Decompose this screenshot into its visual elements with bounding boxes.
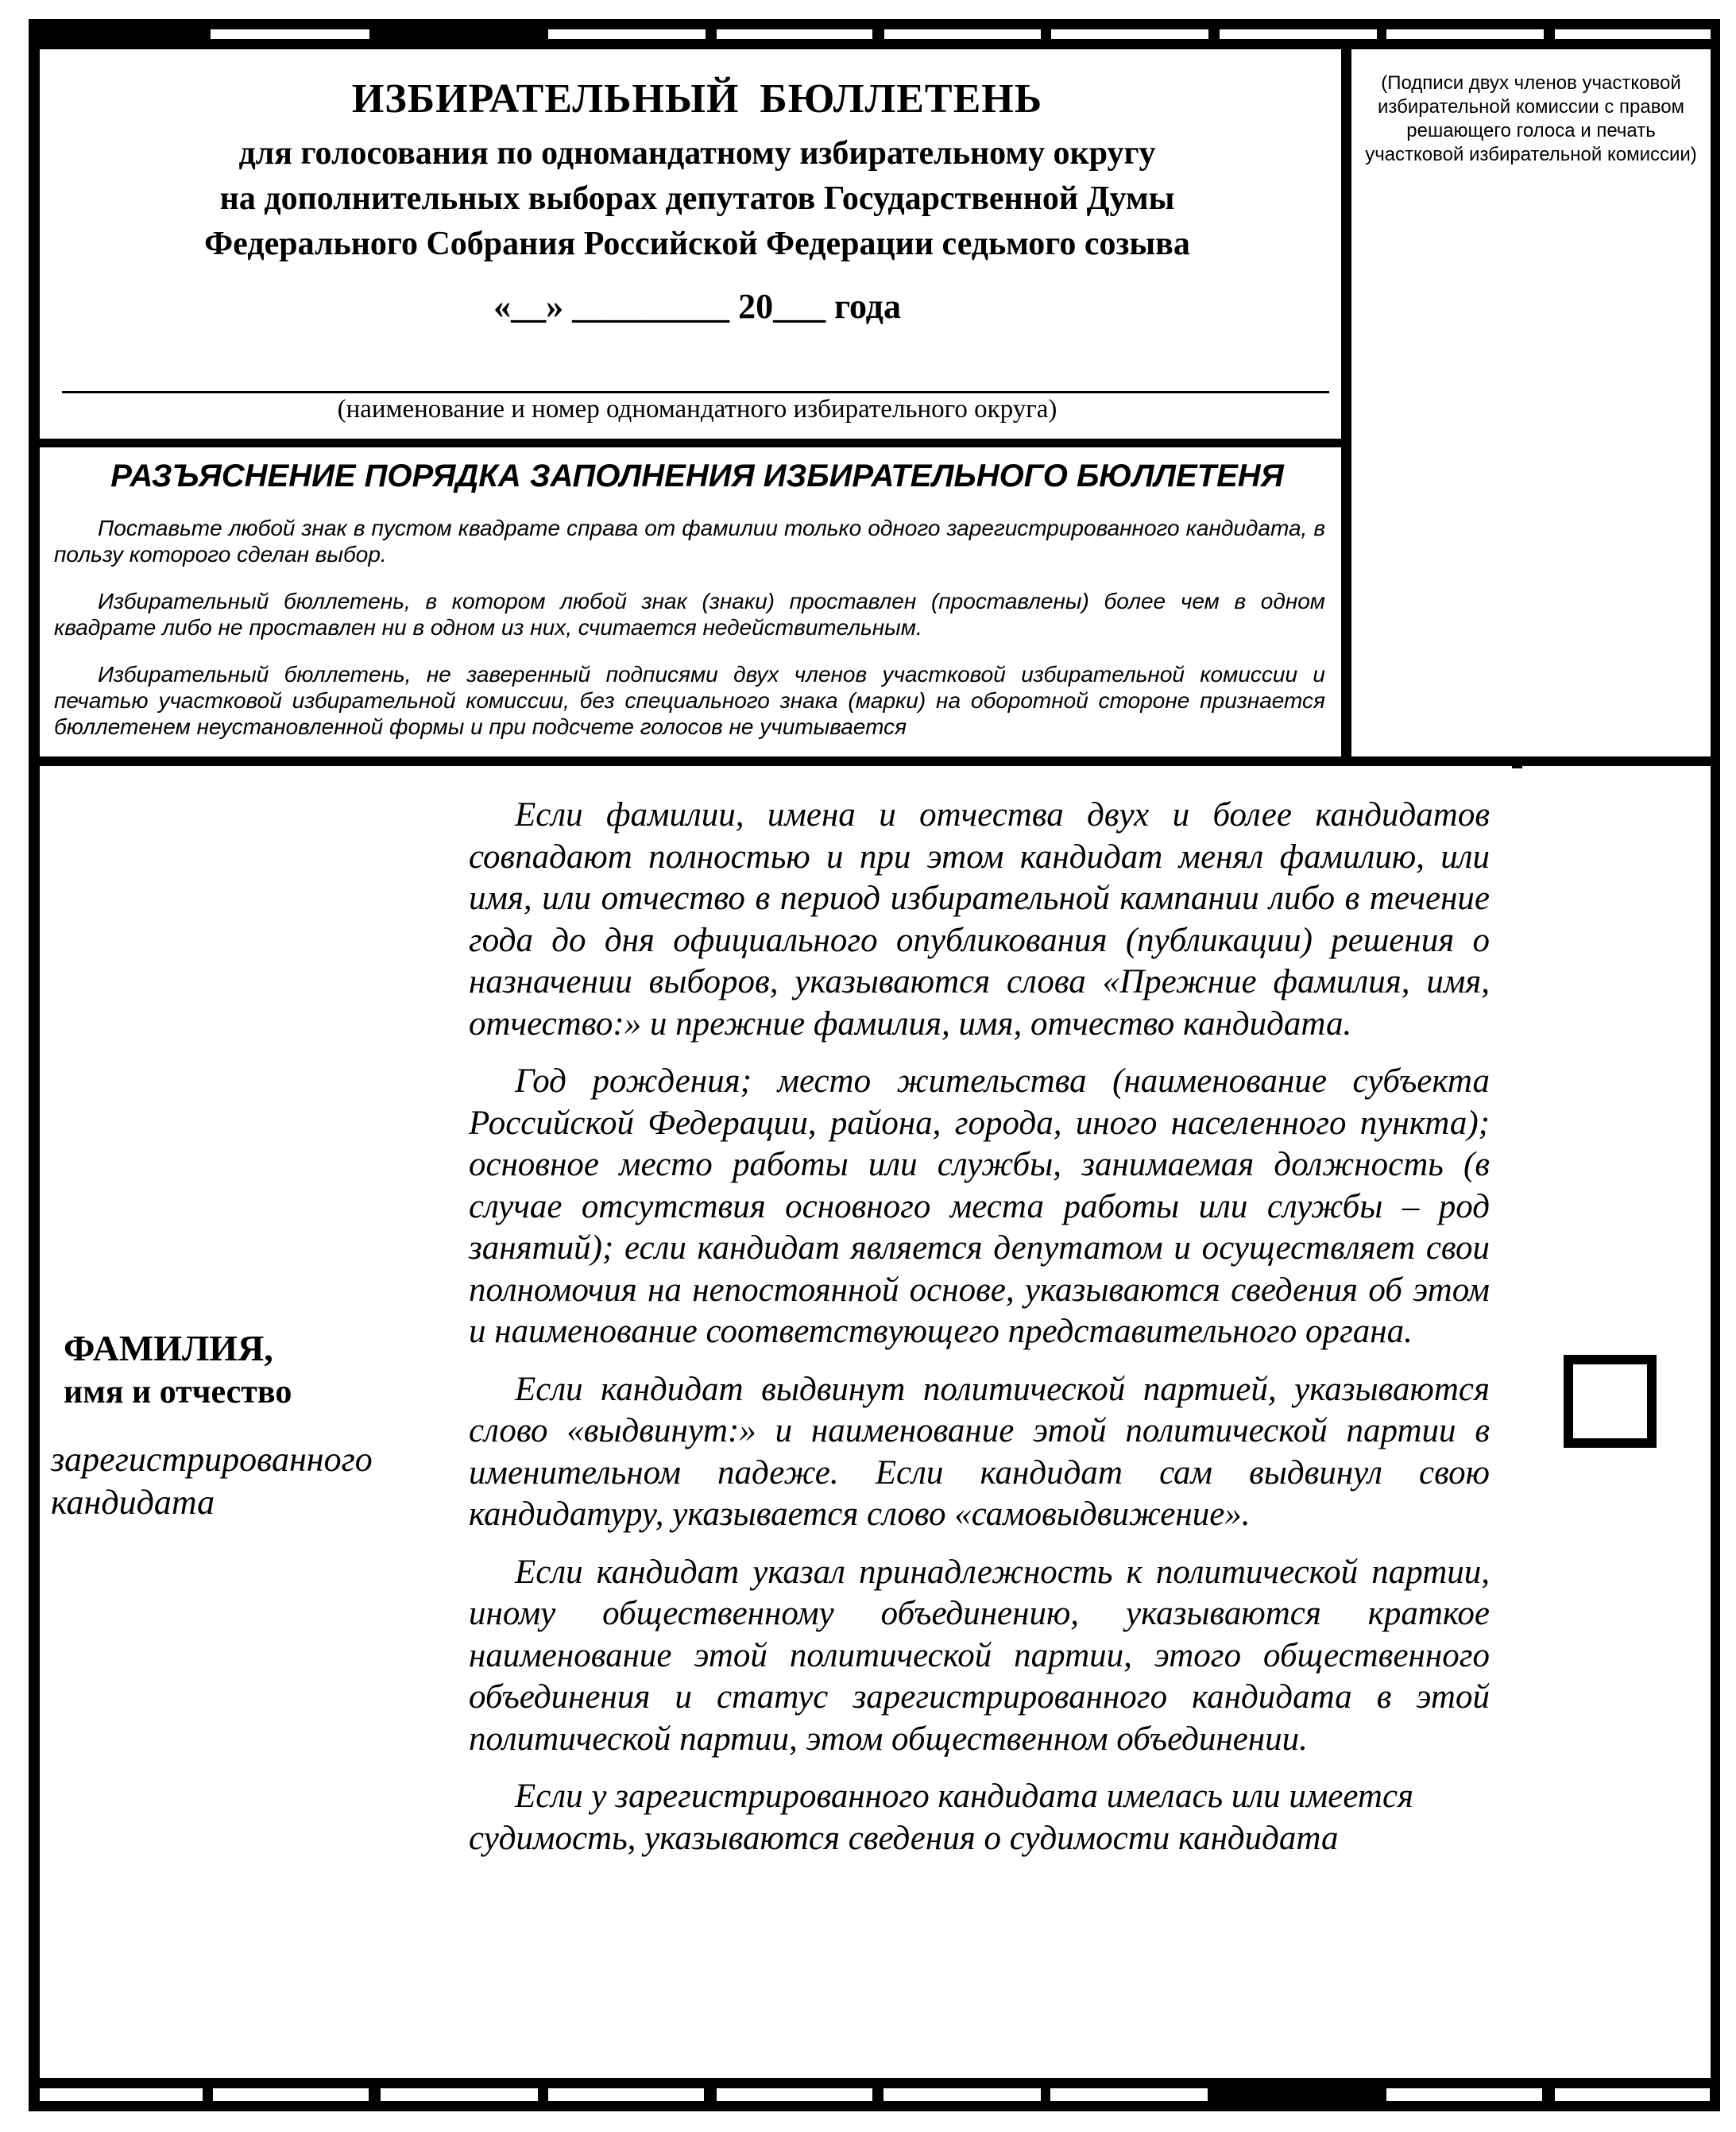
top-border-slot	[548, 29, 706, 39]
left-border	[29, 19, 40, 2111]
bottom-border-slot	[40, 2088, 203, 2101]
bottom-border-slot	[1050, 2088, 1208, 2101]
ballot-title: ИЗБИРАТЕЛЬНЫЙ БЮЛЛЕТЕНЬ	[351, 76, 1043, 122]
candidate-info	[469, 795, 1490, 1875]
registered-candidate-label	[51, 1438, 432, 1524]
explanation-paragraph: Избирательный бюллетень, в котором любой знак (знаки) проставлен (проставлены) более чем в одном квадрате либо не проставлен ни в одном из них, считается недействительным.	[54, 589, 1325, 640]
explanation-paragraph: Избирательный бюллетень, не заверенный подписями двух членов участковой избирательной комиссии и печатью участковой избирательной комиссии, без специального знака (марки) на оборотной стороне признается бюллетенем неустановленной формы и при подсчете голосов не учитывается	[54, 662, 1325, 739]
subtitle-line: для голосования по одномандатному избирательному округу	[238, 135, 1156, 172]
bottom-border-slot	[1555, 2088, 1710, 2101]
bottom-border-slot	[381, 2088, 538, 2101]
bottom-border-slot	[717, 2088, 872, 2101]
bottom-border-slot	[213, 2088, 369, 2101]
bottom-border-slot	[1386, 2088, 1542, 2101]
top-border-slot	[1555, 29, 1711, 39]
header-divider	[40, 439, 1341, 447]
vote-checkbox[interactable]	[1564, 1355, 1657, 1448]
candidate-surname-label: ФАМИЛИЯ,	[64, 1328, 273, 1368]
top-border-slot	[1386, 29, 1544, 39]
candidate-info-paragraph: Если кандидат выдвинут политической партией, указываются слово «выдвинут:» и наименование этой политической партии в именительном падеже. Если кандидат сам выдвинул свою кандидатуру, указывается слово «самовыдвижение».	[469, 1370, 1490, 1533]
divider-tick	[1512, 756, 1522, 768]
top-border-slot	[717, 29, 872, 39]
signature-column-divider	[1341, 49, 1351, 763]
signature-box-note	[1352, 72, 1710, 167]
district-name-rule	[62, 391, 1329, 393]
ballot-subtitle	[56, 131, 1339, 267]
election-date-line: «__» _________ 20___ года	[493, 287, 901, 326]
candidate-info-paragraph: Если у зарегистрированного кандидата имелась или имеется судимость, указываются сведения о судимости кандидата	[469, 1778, 1414, 1857]
registered-label-line: зарегистрированного	[51, 1440, 373, 1479]
top-border-slot	[1051, 29, 1208, 39]
explanation-title: РАЗЪЯСНЕНИЕ ПОРЯДКА ЗАПОЛНЕНИЯ ИЗБИРАТЕЛЬНОГО БЮЛЛЕТЕНЯ	[110, 459, 1284, 493]
bottom-border-slot	[548, 2088, 704, 2101]
top-border-slot	[211, 29, 369, 39]
signature-note-line: решающего голоса и печать	[1406, 120, 1656, 141]
right-border	[1711, 19, 1720, 2111]
candidate-info-paragraph: Год рождения; место жительства (наименование субъекта Российской Федерации, района, города, иного населенного пункта); основное место работы или службы, занимаемая должность (в случае отсутствия основного места работы или службы – род занятий); если кандидат является депутатом и осуществляет свои полномочия на непостоянной основе, указываются сведения об этом и наименование соответствующего представительного органа.	[469, 1062, 1490, 1350]
candidate-name-label: имя и отчество	[64, 1374, 292, 1410]
candidate-info-paragraph: Если фамилии, имена и отчества двух и более кандидатов совпадают полностью и при этом кандидат менял фамилию, или имя, или отчество в период избирательной кампании либо в течение года до дня официального опубликования (публикации) решения о назначении выборов, указываются слова «Прежние фамилия, имя, отчество:» и прежние фамилия, имя, отчество кандидата.	[469, 796, 1490, 1043]
candidate-row-top-divider	[40, 756, 1711, 766]
top-border-slot	[884, 29, 1041, 39]
subtitle-line: Федерального Собрания Российской Федерации седьмого созыва	[204, 226, 1190, 262]
signature-note-line: участковой избирательной комиссии)	[1365, 144, 1697, 165]
district-caption: (наименование и номер одномандатного избирательного округа)	[337, 395, 1057, 424]
candidate-info-paragraph: Если кандидат указал принадлежность к политической партии, иному общественному объединению, указываются краткое наименование этой политической партии, этого общественного объединения и статус зарегистрированного кандидата в этой политической партии, этом общественном объединении.	[469, 1553, 1490, 1758]
top-border-slot	[1220, 29, 1377, 39]
subtitle-line: на дополнительных выборах депутатов Государственной Думы	[219, 180, 1175, 217]
bottom-border-slot	[883, 2088, 1041, 2101]
signature-note-line: избирательной комиссии с правом	[1377, 96, 1685, 118]
signature-note-line: (Подписи двух членов участковой	[1381, 72, 1681, 94]
explanation-paragraph: Поставьте любой знак в пустом квадрате справа от фамилии только одного зарегистрированного кандидата, в пользу которого сделан выбор.	[54, 516, 1325, 567]
registered-label-line: кандидата	[51, 1483, 215, 1522]
